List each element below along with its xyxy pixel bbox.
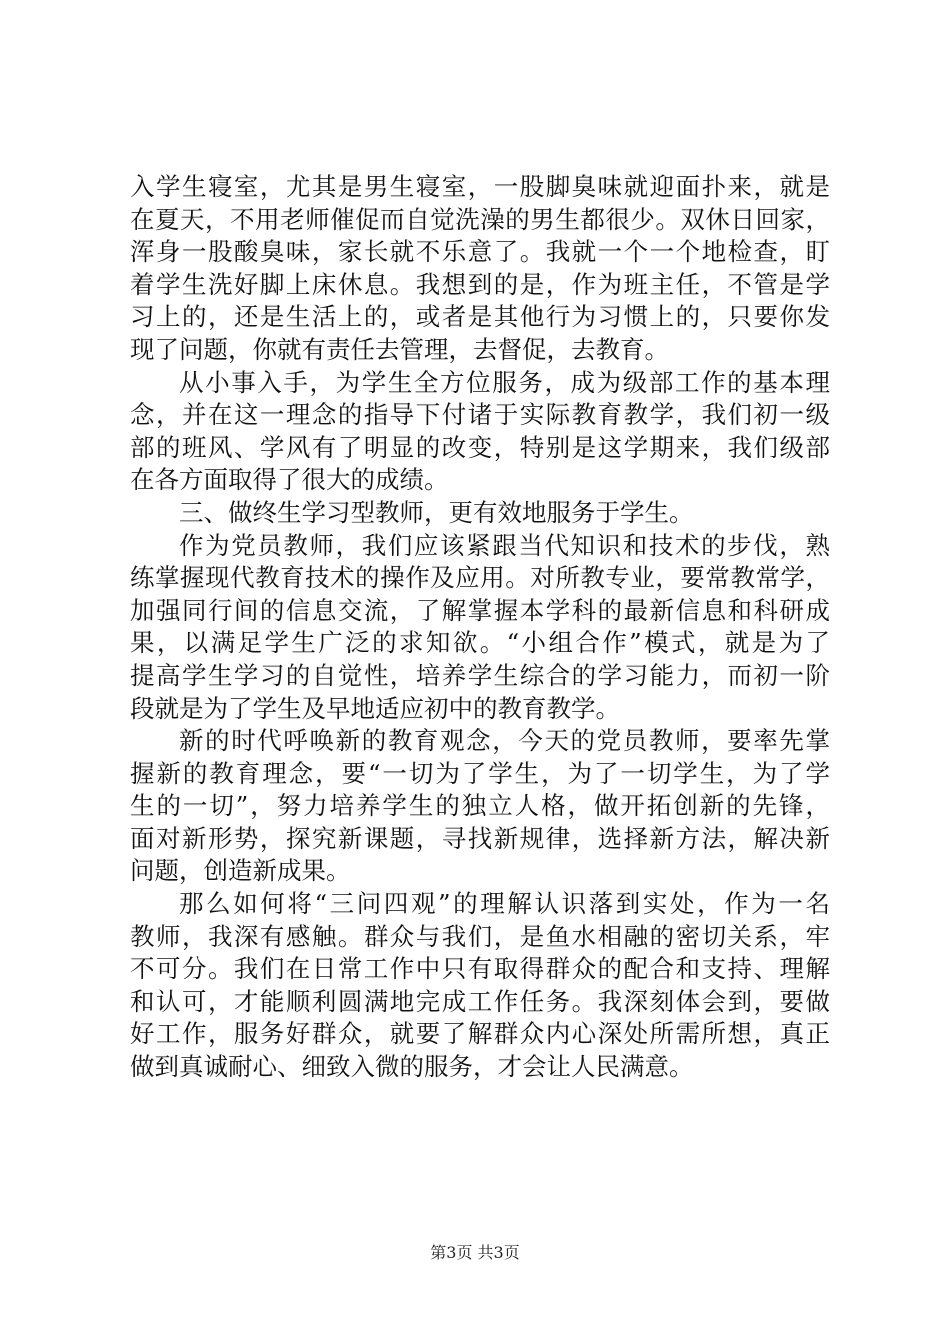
text-line: 面对新形势，探究新课题，寻找新规律，选择新方法，解决新 (130, 823, 830, 853)
text-line: 三、做终生学习型教师，更有效地服务于学生。 (179, 497, 694, 527)
text-line: 段就是为了学生及早地适应初中的教育教学。 (130, 693, 620, 723)
text-line: 习上的，还是生活上的，或者是其他行为习惯上的，只要你发 (130, 302, 830, 332)
text-line: 部的班风、学风有了明显的改变，特别是这学期来，我们级部 (130, 432, 830, 462)
text-line: 生的一切”，努力培养学生的独立人格，做开拓创新的先锋， (130, 791, 830, 821)
document-body (130, 171, 830, 1084)
text-line: 在夏天，不用老师催促而自觉洗澡的男生都很少。双休日回家， (130, 204, 830, 234)
text-line: 加强同行间的信息交流，了解掌握本学科的最新信息和科研成 (130, 595, 830, 625)
text-line: 不可分。我们在日常工作中只有取得群众的配合和支持、理解 (130, 954, 830, 984)
text-line: 好工作，服务好群众，就要了解群众内心深处所需所想，真正 (130, 1019, 830, 1049)
text-line: 提高学生学习的自觉性，培养学生综合的学习能力，而初一阶 (130, 660, 830, 690)
text-line: 果，以满足学生广泛的求知欲。“小组合作”模式，就是为了 (130, 628, 830, 658)
text-line: 练掌握现代教育技术的操作及应用。对所教专业，要常教常学， (130, 563, 830, 593)
text-line: 从小事入手，为学生全方位服务，成为级部工作的基本理 (179, 367, 830, 397)
page-footer: 第3页 共3页 (430, 1243, 520, 1262)
text-line: 和认可，才能顺利圆满地完成工作任务。我深刻体会到，要做 (130, 986, 830, 1016)
text-line: 握新的教育理念，要“一切为了学生，为了一切学生，为了学 (130, 758, 830, 788)
text-line: 作为党员教师，我们应该紧跟当代知识和技术的步伐，熟 (179, 530, 830, 560)
text-line: 浑身一股酸臭味，家长就不乐意了。我就一个一个地检查，盯 (130, 237, 830, 267)
text-line: 教师，我深有感触。群众与我们，是鱼水相融的密切关系，牢 (130, 921, 830, 951)
text-line: 那么如何将“三问四观”的理解认识落到实处，作为一名 (179, 889, 830, 919)
text-line: 做到真诚耐心、细致入微的服务，才会让人民满意。 (130, 1052, 694, 1082)
text-line: 入学生寝室，尤其是男生寝室，一股脚臭味就迎面扑来，就是 (130, 172, 830, 201)
text-line: 问题，创造新成果。 (130, 856, 351, 886)
text-line: 念，并在这一理念的指导下付诸于实际教育教学，我们初一级 (130, 400, 830, 430)
text-line: 在各方面取得了很大的成绩。 (130, 465, 449, 495)
text-line: 现了问题，你就有责任去管理，去督促，去教育。 (130, 334, 669, 364)
text-line: 着学生洗好脚上床休息。我想到的是，作为班主任，不管是学 (130, 269, 830, 299)
text-line: 新的时代呼唤新的教育观念，今天的党员教师，要率先掌 (179, 726, 830, 756)
